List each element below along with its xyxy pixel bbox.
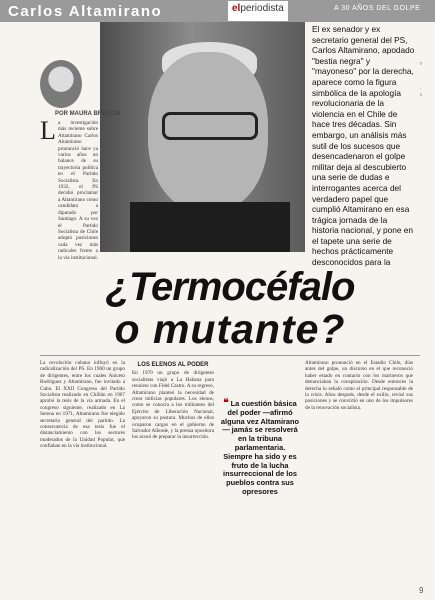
section-prefix: el (232, 3, 241, 14)
glasses-shape (162, 112, 258, 140)
drop-cap: L (40, 116, 56, 145)
column-upper-left (58, 120, 98, 260)
subhead: LOS ELENOS AL PODER (137, 362, 209, 368)
name-title: Carlos Altamirano (8, 3, 163, 20)
body-paragraph: a investigación más reciente sobre Altamirano Carlos Altamirano pronunció hace ya varios años un balance de su trayectoria política en el Partido Socialista. En 1932, el PS decidió proclamar a Altamirano como candidato a diputado por Santiago. A su vez el Partido Socialista de Chile adoptó posiciones cada vez más radicales frente a la vía institucional. (58, 120, 98, 260)
page-number: 9 (419, 586, 424, 595)
divider (40, 355, 420, 356)
headline-line-2: o mutante? (114, 306, 346, 352)
author-avatar (40, 60, 82, 108)
intro-text: El ex senador y ex secretario general del PS, Carlos Altamirano, apodado "bestia negra" y "mayoneso" por la derecha, aparece como la figura simbólica de la apología revolucionaria de la violencia en el Chile de hace tres décadas. Sin embargo, un análisis más sutil de los sucesos que desencadenaron el golpe militar deja al descubierto una serie de dudas e interrogantes acerca del verdadero papel que cumplió Altamirano en esa trágica jornada de la historia nacional, y pone en el tapete una serie de hechos prácticamente desconocidos para la (308, 22, 420, 267)
headline-line-1: ¿Termocéfalo (105, 265, 355, 309)
pull-quote-text: La cuestión básica del poder —afirmó alguna vez Altamirano— jamás se resolverá en la tribuna parlamentaria. Siempre ha sido y es fruto de la lucha insurreccional de los pueblos contra sus opresores (220, 399, 300, 496)
body-paragraph: En 1970 un grupo de dirigentes socialistas viajó a La Habana para reunirse con Fidel Castro. A su regreso, Altamirano planteó la necesidad de crear milicias populares. Los elenos, como se conocía a los militantes del Ejército de Liberación Nacional, apoyaron su postura. Muchos de ellos ocuparon cargos en el gobierno de Salvador Allende, y la prensa opositora los acusó de preparar la insurrección. (132, 370, 214, 441)
section-name: periodista (240, 3, 284, 14)
body-paragraph: Altamirano pronunció en el Estadio Chile, días antes del golpe, un discurso en el que reconoció haber estado en contacto con los marineros que denunciaban la conspiración. Desde entonces la derecha lo señaló como el principal responsable de la crisis. Años después, desde el exilio, revisó sus posiciones y se convirtió en uno de los impulsores de la renovación socialista. (305, 360, 413, 411)
collar-shape (130, 202, 290, 252)
byline: POR MAURA BRESCIA (55, 111, 121, 117)
section-label (228, 1, 288, 21)
pull-quote (220, 400, 300, 520)
section-tag: A 30 AÑOS DEL GOLPE (334, 5, 421, 12)
column-lower-left (40, 360, 125, 592)
portrait-photo (100, 22, 305, 252)
column-lower-center (132, 360, 214, 592)
headline (40, 266, 420, 350)
body-paragraph: La revolución cubana influyó en la radicalización del PS. En 1960 un grupo de dirigentes, entre los cuales Aniceto Rodríguez y Altamirano, fue invitado a Cuba. El XXII Congreso del Partido Socialista realizado en Chillán en 1967 aprobó la tesis de la vía armada. En el congreso siguiente, realizado en La Serena en 1971, Altamirano fue elegido secretario general del partido. La consecuencia de esa tesis fue el distanciamiento con los sectores moderados de la Unidad Popular, que confiaban en la vía institucional. (40, 360, 125, 450)
quote-mark-icon: ❝ (223, 398, 229, 409)
header-banner (0, 0, 435, 22)
column-lower-right (305, 360, 413, 585)
